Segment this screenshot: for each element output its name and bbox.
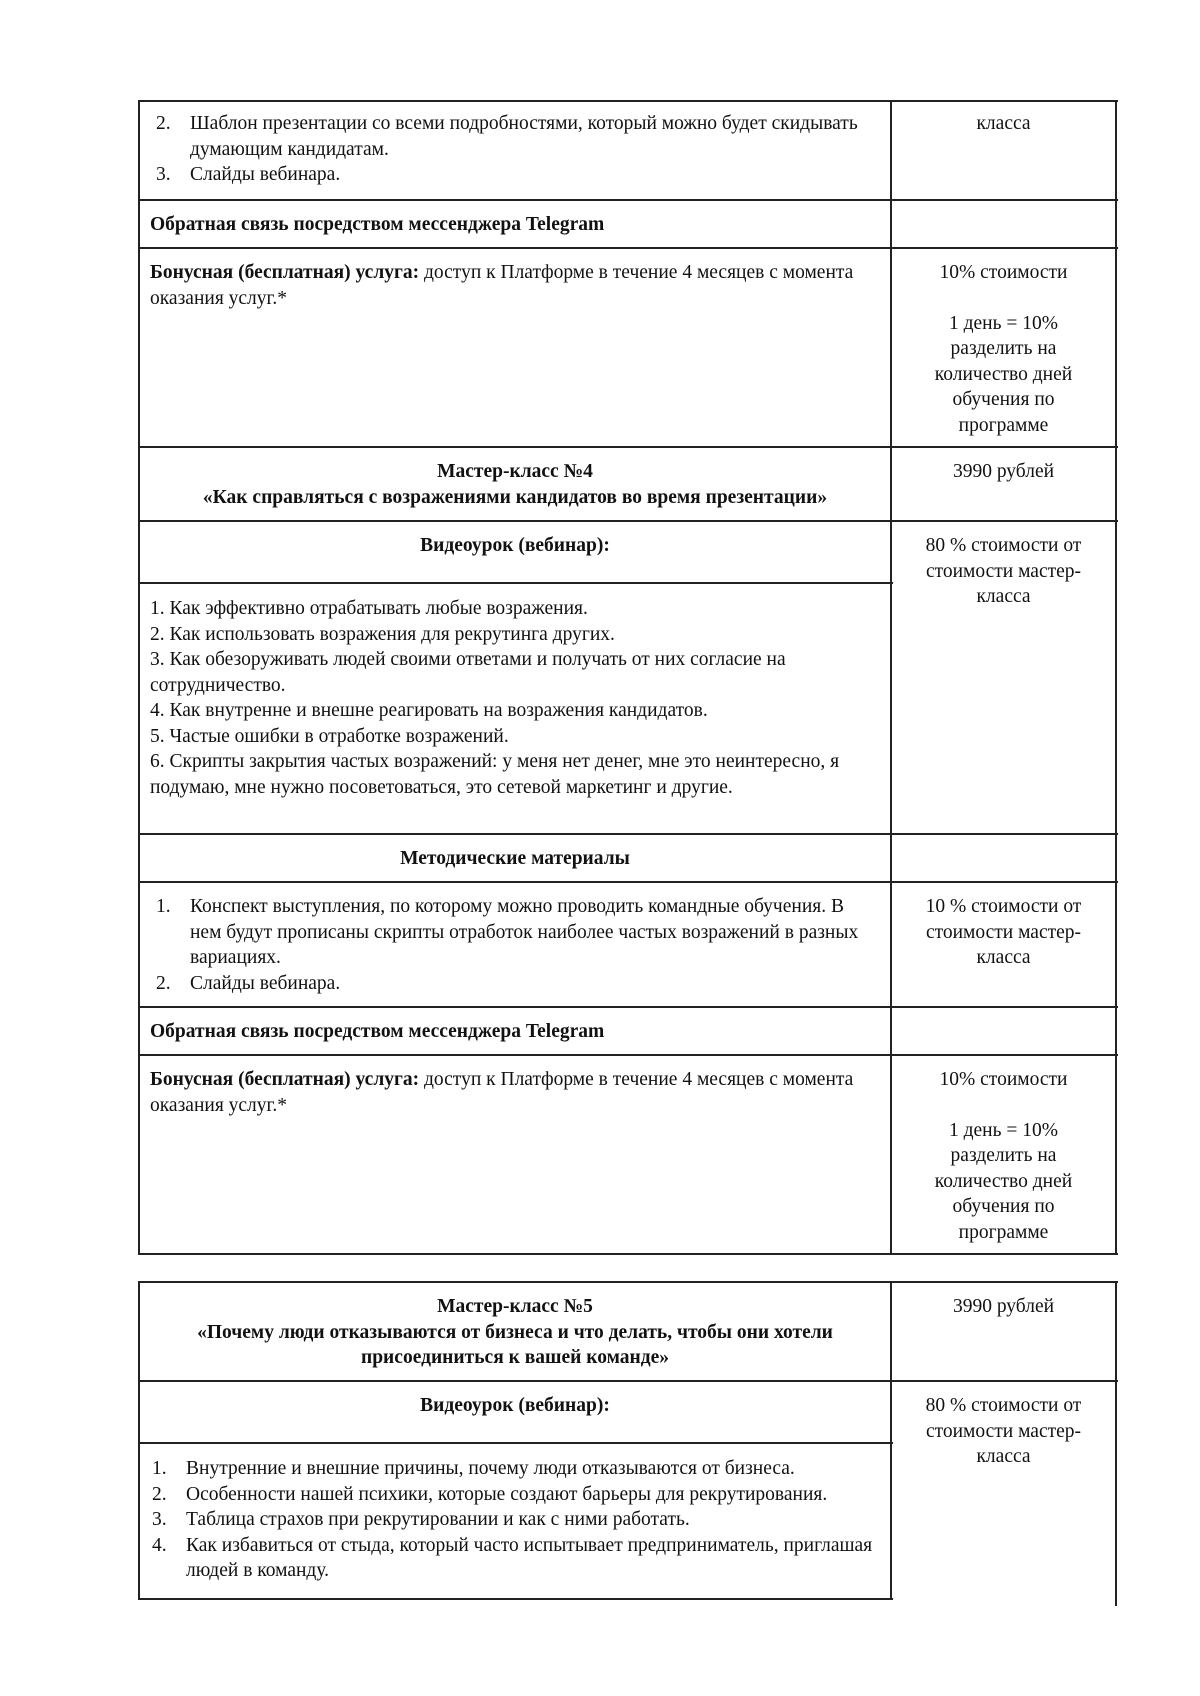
table-border <box>138 1253 1118 1255</box>
list-text: Слайды вебинара. <box>190 972 341 994</box>
list-item <box>150 111 880 162</box>
bonus-label-text: доступ к Платформе в течение 4 месяцев с момента оказания услуг.* <box>150 262 854 309</box>
masterclass-4-title <box>140 450 890 510</box>
list-text: Внутренние и внешние причины, почему люди отказываются от бизнеса. <box>186 1458 795 1479</box>
bonus-price-formula: 1 день = 10% разделить на количество дней обучения по программе <box>934 1119 1073 1243</box>
topic-item: 2. Как использовать возражения для рекрутинга других. <box>150 623 615 645</box>
bonus-price-cell <box>892 1058 1115 1245</box>
methodical-materials-header: Методические материалы <box>400 848 630 869</box>
video-lesson-topics <box>140 586 890 800</box>
list-text: Конспект выступления, по которому можно проводить командные обучения. В нем будут прописаны скрипты отработок наиболее частых возражений в разных вариациях. <box>190 896 859 968</box>
list-item <box>146 1533 882 1584</box>
list-text: Слайды вебинара. <box>190 164 341 185</box>
video-lesson-price: 80 % стоимости от стоимости мастер-класса <box>925 1395 1082 1467</box>
masterclass-number: Мастер-класс №5 <box>437 1296 593 1317</box>
bonus-price-cell <box>892 251 1115 438</box>
topic-item: 4. Как внутренне и внешне реагировать на возражения кандидатов. <box>150 700 708 721</box>
list-number: 1. <box>156 896 171 917</box>
row-divider <box>138 247 1118 249</box>
row-divider <box>138 881 1118 883</box>
list-number: 3. <box>156 164 171 185</box>
masterclass-number: Мастер-класс №4 <box>437 461 593 482</box>
table-border <box>138 1281 1118 1283</box>
row-divider <box>138 582 893 584</box>
masterclass-name: «Как справляться с возражениями кандидатов во время презентации» <box>202 486 828 508</box>
feedback-label: Обратная связь посредством мессенджера Telegram <box>150 1021 605 1042</box>
masterclass-name: «Почему люди отказываются от бизнеса и что делать, чтобы они хотели присоединиться к вашей команде» <box>197 1321 833 1368</box>
list-number: 1. <box>152 1458 167 1479</box>
list-text: Как избавиться от стыда, который часто испытывает предприниматель, приглашая людей в команду. <box>186 1534 873 1581</box>
topic-item: 5. Частые ошибки в отработке возражений. <box>150 725 509 747</box>
materials-list-continued <box>140 104 890 188</box>
bonus-price-formula: 1 день = 10% разделить на количество дней обучения по программе <box>934 312 1073 436</box>
list-number: 2. <box>156 113 171 134</box>
methodical-materials-list <box>140 885 890 996</box>
row-divider <box>138 199 1118 201</box>
price-cell: класса <box>976 113 1031 134</box>
bonus-service-label <box>140 251 890 311</box>
bonus-label-bold: Бонусная (бесплатная) услуга: <box>150 262 420 283</box>
topic-item: 6. Скрипты закрытия частых возражений: у меня нет денег, мне это неинтересно, я подумаю, мне нужно посоветоваться, это сетевой маркетинг и другие. <box>150 751 840 798</box>
list-item <box>146 1456 882 1482</box>
masterclass-price: 3990 рублей <box>952 1296 1055 1317</box>
list-text: Особенности нашей психики, которые создают барьеры для рекрутирования. <box>186 1483 828 1505</box>
list-text: Таблица страхов при рекрутировании и как с ними работать. <box>186 1509 690 1530</box>
list-item <box>146 1482 882 1508</box>
video-lesson-header: Видеоурок (вебинар): <box>420 1395 610 1416</box>
row-divider <box>138 1442 893 1444</box>
topic-item: 1. Как эффективно отрабатывать любые возражения. <box>150 598 588 619</box>
row-divider <box>138 1380 1118 1382</box>
price-cell <box>892 1010 1115 1017</box>
table-border <box>138 1598 893 1600</box>
methodical-materials-price: 10 % стоимости от стоимости мастер-класса <box>925 896 1082 968</box>
list-item <box>146 1507 882 1533</box>
masterclass-5-title <box>140 1285 890 1371</box>
video-lesson-topics <box>140 1446 890 1584</box>
bonus-price: 10% стоимости <box>939 262 1068 283</box>
table-border <box>1115 1281 1117 1606</box>
row-divider <box>138 833 1118 835</box>
video-lesson-price: 80 % стоимости от стоимости мастер-класса <box>925 535 1082 607</box>
table-border <box>1115 100 1117 1255</box>
list-number: 2. <box>152 1483 167 1505</box>
row-divider <box>138 1054 1118 1056</box>
list-item <box>150 894 880 971</box>
list-item <box>150 162 880 188</box>
list-item <box>150 971 880 997</box>
bonus-price: 10% стоимости <box>939 1069 1068 1090</box>
topic-item: 3. Как обезоруживать людей своими ответами и получать от них согласие на сотрудничество. <box>150 649 786 696</box>
row-divider <box>138 446 1118 448</box>
list-number: 2. <box>156 972 171 994</box>
bonus-label-bold: Бонусная (бесплатная) услуга: <box>150 1069 420 1090</box>
table-border <box>138 100 1118 102</box>
list-number: 3. <box>152 1509 167 1530</box>
list-number: 4. <box>152 1534 167 1556</box>
row-divider <box>138 520 1118 522</box>
masterclass-price: 3990 рублей <box>952 461 1055 482</box>
video-lesson-header: Видеоурок (вебинар): <box>420 535 610 556</box>
row-divider <box>138 1006 1118 1008</box>
price-cell <box>892 203 1115 210</box>
bonus-service-label <box>140 1058 890 1118</box>
bonus-label-text: доступ к Платформе в течение 4 месяцев с момента оказания услуг.* <box>150 1069 854 1116</box>
list-text: Шаблон презентации со всеми подробностями, который можно будет скидывать думающим кандидатам. <box>190 113 858 160</box>
feedback-label: Обратная связь посредством мессенджера Telegram <box>150 214 605 235</box>
